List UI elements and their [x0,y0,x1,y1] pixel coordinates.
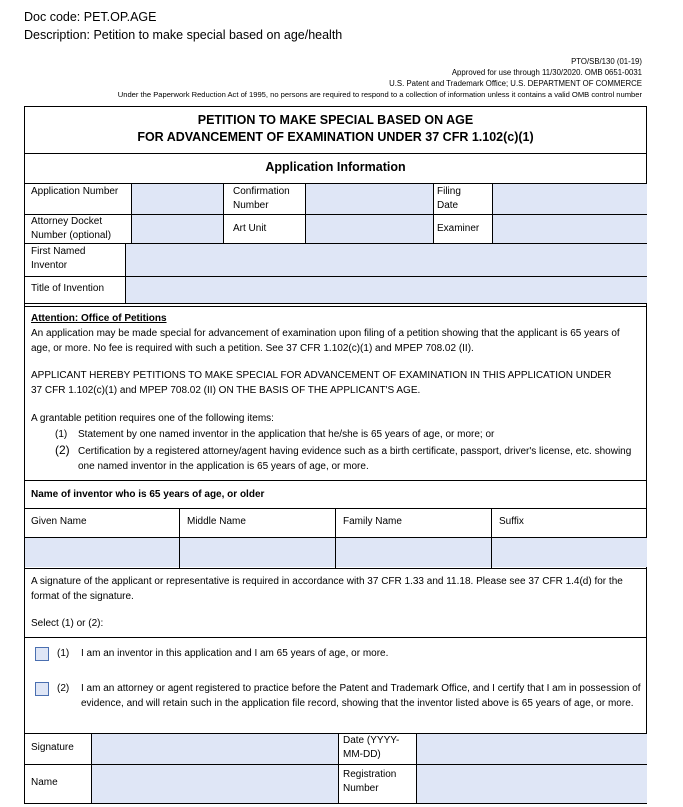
attorney-docket-label: Attorney Docket Number (optional) [31,216,112,241]
name-field[interactable] [92,765,338,803]
pto-meta [389,56,642,89]
application-number-label: Application Number [31,186,119,197]
inventor-heading: Name of inventor who is 65 years of age, or older [31,489,265,500]
attention-para-3: A grantable petition requires one of the following items: [31,413,274,424]
registration-number-field[interactable] [417,765,647,803]
item-1-text: Statement by one named inventor in the application that he/she is 65 years of age, or more; or [78,429,495,440]
attorney-docket-field[interactable] [132,215,223,243]
date-field[interactable] [417,734,647,764]
application-number-field[interactable] [132,184,223,214]
confirmation-number-field[interactable] [306,184,433,214]
option-1-text: I am an inventor in this application and I am 65 years of age, or more. [81,648,389,659]
first-named-inventor-field[interactable] [126,244,647,276]
item-2-number: (2) [55,443,70,457]
select-instruction: Select (1) or (2): [31,618,104,629]
item-1-number: (1) [55,429,68,440]
examiner-label: Examiner [437,223,480,234]
title-of-invention-field[interactable] [126,277,647,303]
family-name-label: Family Name [343,516,402,527]
document-header [24,8,342,44]
form-number: PTO/SB/130 (01-19) [571,57,642,66]
signature-label: Signature [31,742,74,753]
title-of-invention-label: Title of Invention [31,283,105,294]
application-info-heading: Application Information [265,160,406,174]
attention-heading: Attention: Office of Petitions [31,313,167,324]
middle-name-label: Middle Name [187,516,246,527]
agency-name: U.S. Patent and Trademark Office; U.S. DEPARTMENT OF COMMERCE [389,79,642,88]
option-2-text: I am an attorney or agent registered to practice before the Patent and Trademark Office, and I certify that I am in possession of evidence, and will retain such in the application file record, showing that the inventor listed above is 65 years of age, or more. [81,683,641,709]
doc-code: Doc code: PET.OP.AGE [24,10,157,24]
suffix-label: Suffix [499,516,524,527]
item-2-text: Certification by a registered attorney/agent having evidence such as a birth certificate, passport, driver's license, etc. showing one named inventor in the application is 65 years of age, or more. [78,446,632,472]
filing-date-label: Filing Date [437,186,461,211]
paperwork-notice: Under the Paperwork Reduction Act of 1995, no persons are required to respond to a collection of information unless it contains a valid OMB control number [117,90,642,99]
name-label: Name [31,777,58,788]
examiner-field[interactable] [493,215,647,243]
given-name-field[interactable] [25,538,179,567]
first-named-inventor-label: First Named Inventor [31,246,86,271]
middle-name-field[interactable] [180,538,335,567]
registration-number-label: Registration Number [343,769,397,794]
signature-field[interactable] [92,734,338,764]
date-label: Date (YYYY-MM-DD) [343,735,400,760]
suffix-field[interactable] [492,538,647,567]
option-1-checkbox[interactable] [35,647,49,661]
petition-form [24,106,647,804]
art-unit-label: Art Unit [233,223,267,234]
attention-para-2: APPLICANT HEREBY PETITIONS TO MAKE SPECIAL FOR ADVANCEMENT OF EXAMINATION IN THIS APPLICATION UNDER 37 CFR 1.102(c)(1) and MPEP 708.02 (II) ON THE BASIS OF THE APPLICANT'S AGE. [31,370,612,396]
family-name-field[interactable] [336,538,491,567]
filing-date-field[interactable] [493,184,647,214]
signature-requirement-text: A signature of the applicant or representative is required in accordance with 37 CFR 1.33 and 11.18. Please see 37 CFR 1.4(d) for the format of the signature. [31,576,623,602]
doc-description: Description: Petition to make special based on age/health [24,28,343,42]
given-name-label: Given Name [31,516,87,527]
omb-approval: Approved for use through 11/30/2020. OMB 0651-0031 [451,68,642,77]
option-2-checkbox[interactable] [35,682,49,696]
confirmation-number-label: Confirmation Number [233,186,290,211]
attention-para-1: An application may be made special for advancement of examination upon filing of a petition showing that the applicant is 65 years of age, or more. No fee is required with such a petition. See 37 CFR 1.102(c)(1) and MPEP 708.02 (II). [31,328,620,354]
option-2-number: (2) [57,683,70,694]
option-1-number: (1) [57,648,70,659]
art-unit-field[interactable] [306,215,433,243]
form-title: PETITION TO MAKE SPECIAL BASED ON AGE FOR ADVANCEMENT OF EXAMINATION UNDER 37 CFR 1.102(c)(1) [137,113,534,144]
